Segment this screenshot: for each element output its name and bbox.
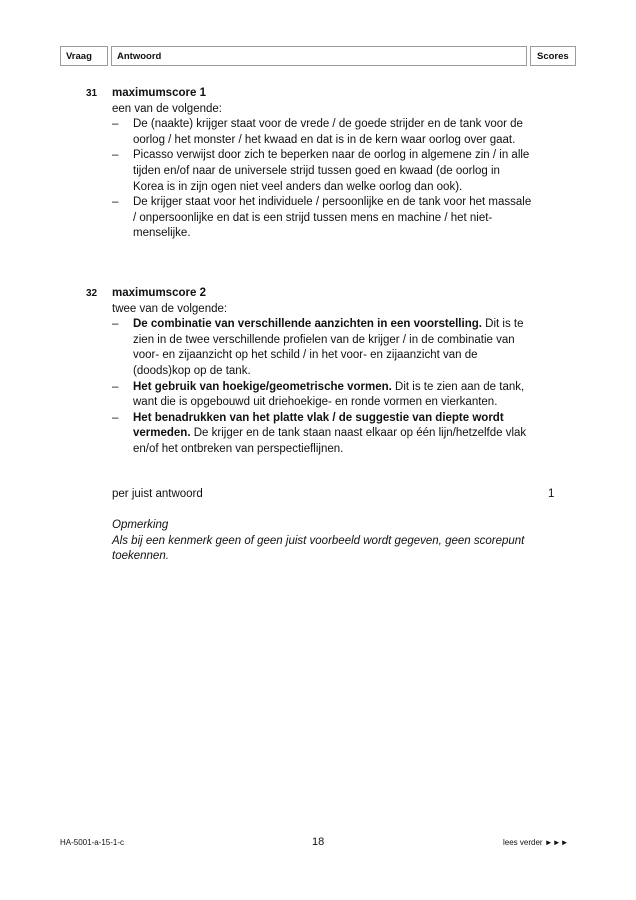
answer-item: – De (naakte) krijger staat voor de vrede / de goede strijder en de tank voor de oorlog / het monster / het kwaad en dat is in de kern waar oorlog over gaat. bbox=[112, 117, 532, 148]
answer-item bbox=[112, 380, 532, 411]
answer-item-heading: Het benadrukken van het platte vlak / de suggestie van diepte wordt vermeden. bbox=[133, 411, 504, 440]
answer-list bbox=[112, 117, 532, 242]
footer-next: lees verder ►►► bbox=[503, 838, 569, 847]
answer-list bbox=[112, 317, 532, 457]
footer-code: HA-5001-a-15-1-c bbox=[60, 838, 125, 847]
header-scores-label: Scores bbox=[537, 51, 569, 62]
answer-item bbox=[112, 411, 532, 458]
question-intro: twee van de volgende: bbox=[112, 302, 228, 315]
question-body bbox=[112, 286, 532, 458]
question-intro: een van de volgende: bbox=[112, 102, 222, 115]
answer-item-text: Dit is te zien in de twee verschillende profielen van de krijger / in de combinatie van voor- en zijaanzicht op het schild / in het voor- en zijaanzicht van de (doods)kop op de tank. bbox=[133, 318, 524, 377]
header-vraag bbox=[60, 46, 108, 66]
remark-title: Opmerking bbox=[112, 519, 169, 531]
answer-item bbox=[112, 317, 532, 379]
score-label: per juist antwoord bbox=[112, 488, 203, 500]
max-score: maximumscore 2 bbox=[112, 287, 206, 299]
answer-item: – Picasso verwijst door zich te beperken naar de oorlog in algemene zin / in alle tijden en/of naar de universele strijd tussen goed en kwaad (de oorlog in Korea is in zijn ogen niet veel anders dan welke oorlog dan ook). bbox=[112, 148, 532, 195]
question-body bbox=[112, 86, 532, 242]
answer-item-text: Dit is te zien aan de tank, want die is opgebouwd uit driehoekige- en ronde vormen en vierkanten. bbox=[133, 380, 525, 409]
answer-item-heading: Het gebruik van hoekige/geometrische vormen. bbox=[133, 380, 392, 393]
header-scores bbox=[530, 46, 576, 66]
answer-item-heading: De combinatie van verschillende aanzichten in een voorstelling. bbox=[133, 318, 482, 331]
question-number: 32 bbox=[86, 288, 98, 299]
answer-item-text: De krijger en de tank staan naast elkaar op één lijn/hetzelfde vlak en/of het ontbreken van perspectieflijnen. bbox=[133, 427, 527, 455]
answer-item: – De krijger staat voor het individuele / persoonlijke en de tank voor het massale / onpersoonlijke en dat is een strijd tussen mens en machine / het niet-menselijke. bbox=[112, 195, 532, 242]
header-vraag-label: Vraag bbox=[66, 51, 92, 62]
score-value: 1 bbox=[548, 488, 555, 500]
header-antwoord-label: Antwoord bbox=[117, 51, 162, 62]
question-number: 31 bbox=[86, 88, 98, 99]
footer-page-number: 18 bbox=[312, 836, 325, 848]
max-score: maximumscore 1 bbox=[112, 87, 206, 99]
header-antwoord bbox=[111, 46, 527, 66]
remark-text: Als bij een kenmerk geen of geen juist voorbeeld wordt gegeven, geen scorepunt toekennen. bbox=[112, 534, 525, 563]
remark bbox=[112, 518, 532, 565]
